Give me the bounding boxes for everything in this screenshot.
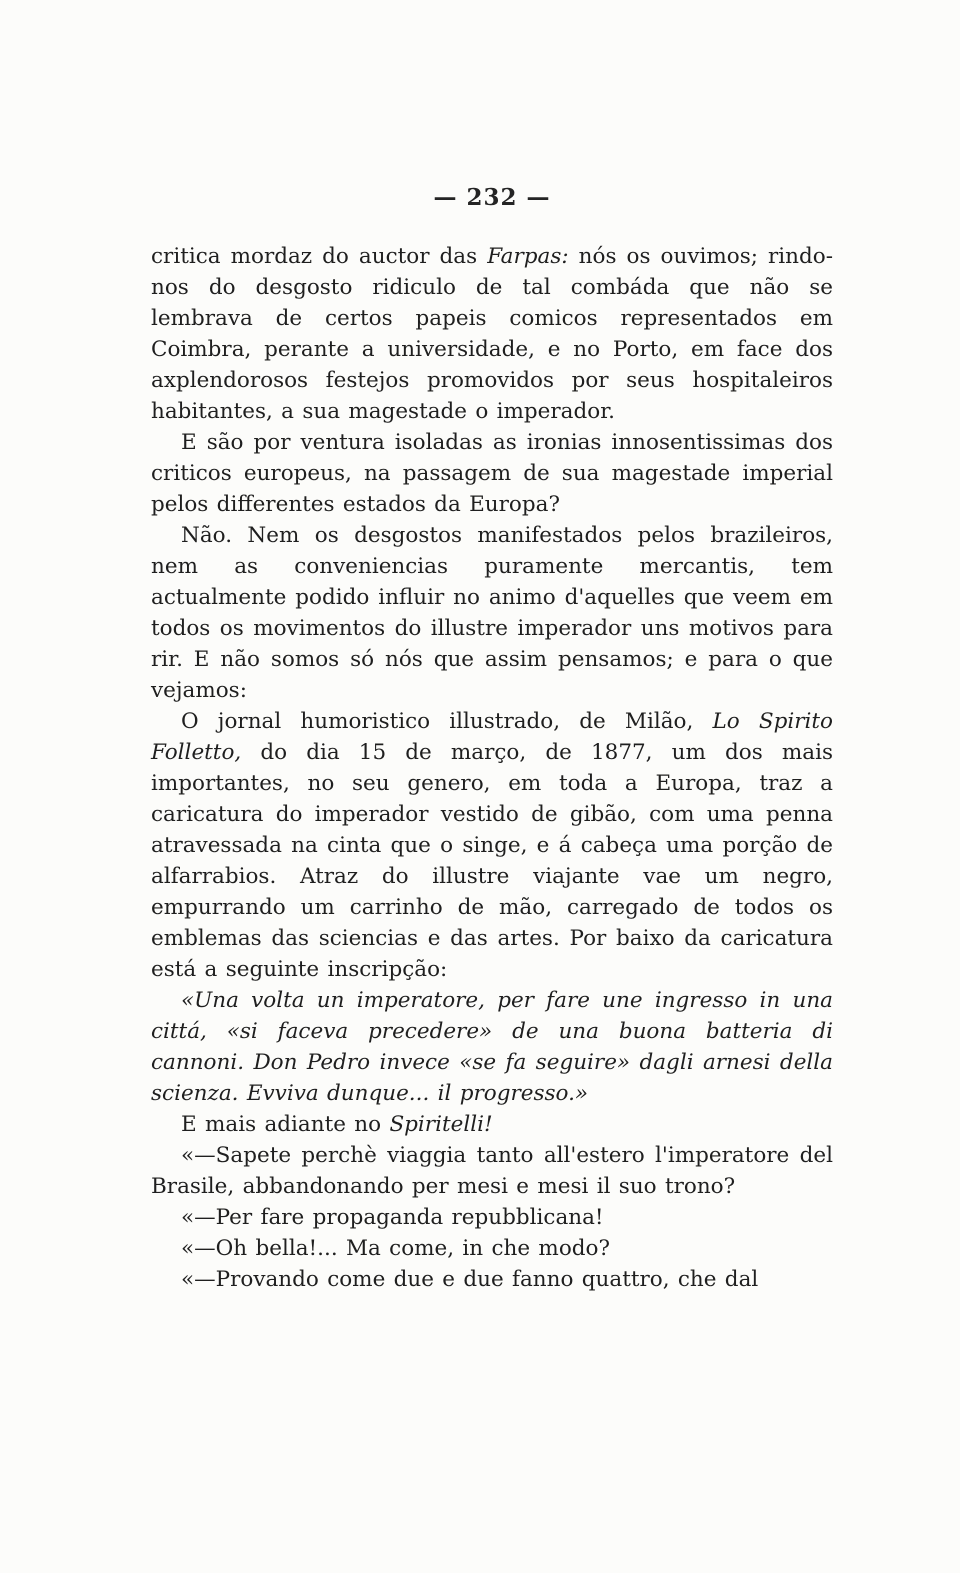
- paragraph: [151, 985, 833, 1109]
- paragraph: [151, 1264, 833, 1295]
- text-run: «—Per fare propaganda repubblicana!: [181, 1205, 604, 1230]
- page-text: [151, 241, 833, 1295]
- italic-text-run: Spiritelli!: [389, 1112, 493, 1137]
- paragraph: [151, 1140, 833, 1202]
- paragraph: [151, 427, 833, 520]
- text-run: E são por ventura isoladas as ironias innosentissimas dos criticos europeus, na passagem de sua magestade imperial pelos differentes estados da Europa?: [151, 430, 833, 517]
- page-number: — 232 —: [433, 184, 551, 211]
- text-run: do dia 15 de março, de 1877, um dos mais importantes, no seu genero, em toda a Europa, traz a caricatura do imperador vestido de gibão, com uma penna atravessada na cinta que o singe, e á cabeça uma porção de alfarrabios. Atraz do illustre viajante vae um negro, empurrando um carrinho de mão, carregado de todos os emblemas das sciencias e das artes. Por baixo da caricatura está a seguinte inscripção:: [151, 740, 833, 982]
- text-run: nós os ouvimos; rindo-nos do desgosto ridiculo de tal combáda que não se lembrava de certos papeis comicos representados em Coimbra, perante a universidade, e no Porto, em face dos axplendorosos festejos promovidos por seus hospitaleiros habitantes, a sua magestade o imperador.: [151, 244, 833, 424]
- text-block: [151, 184, 833, 1295]
- text-run: O jornal humoristico illustrado, de Milão,: [181, 709, 713, 734]
- italic-text-run: Farpas:: [487, 244, 569, 269]
- text-run: E mais adiante no: [181, 1112, 390, 1137]
- text-run: Não. Nem os desgostos manifestados pelos brazileiros, nem as conveniencias puramente mercantis, tem actualmente podido influir no animo d'aquelles que veem em todos os movimentos do illustre imperador uns motivos para rir. E não somos só nós que assim pensamos; e para o que vejamos:: [151, 523, 833, 703]
- paragraph: [151, 1202, 833, 1233]
- paragraph: [151, 241, 833, 427]
- text-run: «—Sapete perchè viaggia tanto all'estero l'imperatore del Brasile, abbandonando per mesi e mesi il suo trono?: [151, 1143, 833, 1199]
- paragraph: [151, 1109, 833, 1140]
- italic-text-run: Lo Spirito Folletto,: [151, 709, 833, 765]
- paragraph: [151, 1233, 833, 1264]
- text-run: «—Provando come due e due fanno quattro, che dal: [181, 1267, 759, 1292]
- paragraph: [151, 520, 833, 706]
- paragraph: [151, 706, 833, 985]
- text-run: critica mordaz do auctor das: [151, 244, 488, 269]
- text-run: «Una volta un imperatore, per fare une ingresso in una cittá, «si faceva precedere» de una buona batteria di cannoni. Don Pedro invece «se fa seguire» dagli arnesi della scienza. Evviva dunque... il progresso.»: [151, 988, 833, 1106]
- text-run: «—Oh bella!... Ma come, in che modo?: [181, 1236, 610, 1261]
